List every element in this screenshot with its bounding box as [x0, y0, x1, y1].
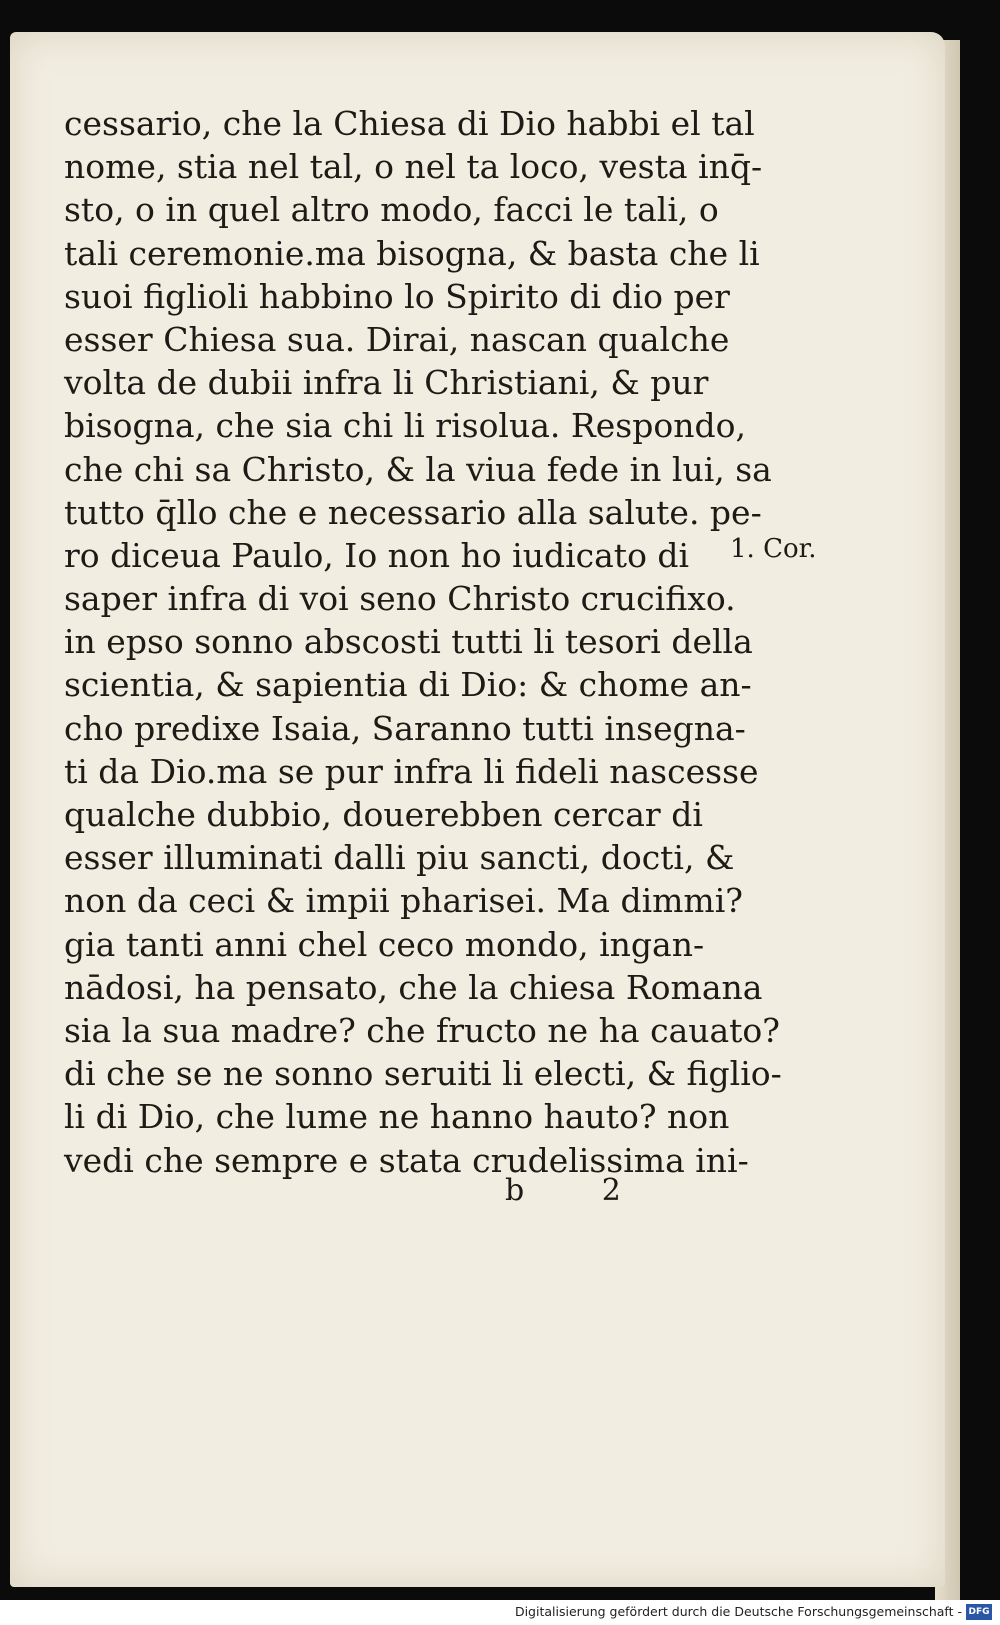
text-line: esser illuminati dalli piu sancti, docti, & — [64, 838, 735, 878]
text-line: vedi che sempre e stata crudelissima ini- — [64, 1140, 749, 1180]
text-line: saper infra di voi seno Christo crucifixo. — [64, 579, 736, 619]
text-line: ti da Dio.ma se pur infra li fideli nascesse — [64, 751, 759, 791]
text-line: volta de dubii infra li Christiani, & pur — [64, 363, 709, 403]
text-line: bisogna, che sia chi li risolua. Respondo, — [64, 406, 746, 446]
text-line: nome, stia nel tal, o nel ta loco, vesta inq̄- — [64, 147, 763, 187]
text-line: suoi figlioli habbino lo Spirito di dio per — [64, 276, 730, 316]
text-line: sto, o in quel altro modo, facci le tali, o — [64, 190, 719, 230]
text-line: qualche dubbio, douerebben cercar di — [64, 795, 703, 834]
margin-note: 1. Cor. — [730, 534, 817, 564]
text-line: che chi sa Christo, & la viua fede in lui, sa — [64, 449, 772, 489]
text-line: esser Chiesa sua. Dirai, nascan qualche — [64, 319, 730, 359]
text-line: non da ceci & impii pharisei. Ma dimmi? — [64, 881, 743, 921]
signature-mark: b 2 — [505, 1173, 655, 1208]
text-line: scientia, & sapientia di Dio: & chome an- — [64, 665, 752, 705]
text-line: tutto q̄llo che e necessario alla salute. pe- — [64, 492, 762, 532]
dfg-logo-icon: DFG — [966, 1604, 992, 1620]
text-line: cessario, che la Chiesa di Dio habbi el tal — [64, 104, 755, 143]
text-line: sia la sua madre? che fructo ne ha cauato? — [64, 1010, 780, 1050]
text-line: nādosi, ha pensato, che la chiesa Romana — [64, 967, 763, 1007]
text-line: ro diceua Paulo, Io non ho iudicato di — [64, 535, 690, 575]
text-line: cho predixe Isaia, Saranno tutti insegna- — [64, 708, 746, 748]
footer-bar — [0, 1600, 1000, 1625]
footer-credit: Digitalisierung gefördert durch die Deutsche Forschungsgemeinschaft - — [514, 1604, 962, 1619]
text-line: di che se ne sonno seruiti li electi, & figlio- — [64, 1054, 782, 1094]
text-line: gia tanti anni chel ceco mondo, ingan- — [64, 924, 705, 964]
text-line: in epso sonno abscosti tutti li tesori della — [64, 622, 753, 662]
text-line: li di Dio, che lume ne hanno hauto? non — [64, 1097, 730, 1137]
text-line: tali ceremonie.ma bisogna, & basta che li — [64, 233, 760, 273]
